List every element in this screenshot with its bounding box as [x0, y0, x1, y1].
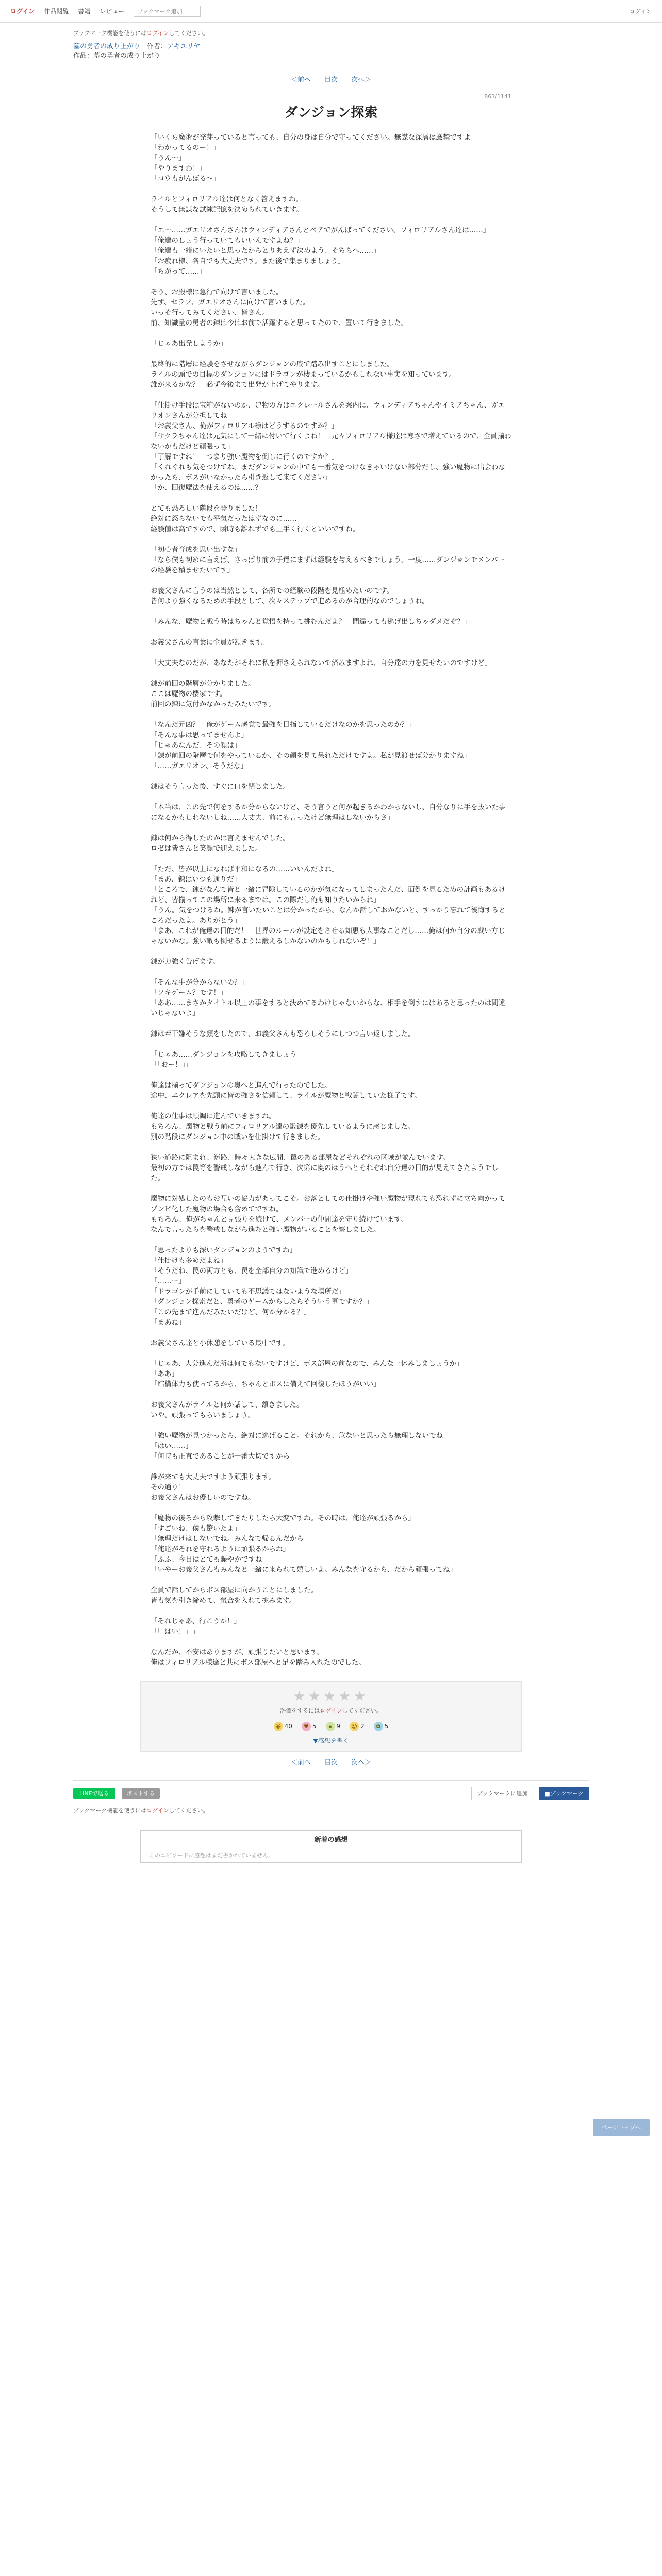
body-paragraph: [151, 328, 511, 338]
body-paragraph: 「お義父さん、俺がフィロリアル様はどうするのですか？」: [151, 422, 338, 430]
notice-login-link[interactable]: ログイン: [146, 30, 169, 37]
body-paragraph: 「ちがって……」: [151, 267, 206, 276]
body-paragraph: [151, 390, 511, 400]
body-paragraph: 「仕掛け手段は宝箱がないのか、建物の方はエクレールさんを案内に、ウィンディアちゃんやイミアちゃん、ガエリオンさんが分担してね」: [151, 401, 505, 420]
body-paragraph: 皆何より強くなるための手段として、次々ステップで進めるのが合理的なのでしょうね。: [151, 597, 429, 605]
body-paragraph: [151, 349, 511, 359]
body-paragraph: 「わかってるのー！」: [151, 144, 220, 152]
reaction-item[interactable]: ☺ 2: [350, 1722, 365, 1731]
body-paragraph: 「思ったよりも深いダンジョンのようですね」: [151, 1246, 297, 1255]
body-paragraph: [151, 1070, 511, 1080]
body-paragraph: 「それじゃあ、行こうか！」: [151, 1617, 241, 1625]
body-paragraph: 「なんだ元凶？ 俺がゲーム感覚で最強を目指しているだけなのかを思ったのか？」: [151, 721, 415, 729]
body-paragraph: [151, 1420, 511, 1431]
body-paragraph: 「無理だけはしないでね。みんなで帰るんだから」: [151, 1535, 311, 1543]
body-paragraph: 「結構体力も使ってるから、ちゃんとボスに備えて回復したほうがいい」: [151, 1380, 380, 1388]
body-paragraph: [151, 1606, 511, 1616]
reactions: [141, 1722, 521, 1731]
comments-empty: このエピソードに感想はまだ書かれていません。: [149, 1852, 274, 1859]
share-bar: [73, 1780, 589, 1806]
body-paragraph: 俺達は揃ってダンジョンの奥へと進んで行ったのでした。: [151, 1081, 332, 1090]
body-paragraph: 俺はフィロリアル様達と共にボス部屋へと足を踏み入れたのでした。: [151, 1658, 366, 1667]
body-paragraph: [151, 627, 511, 637]
body-paragraph: 「ああ」: [151, 1370, 178, 1378]
body-paragraph: [151, 771, 511, 782]
body-paragraph: 「サクラちゃん達は元気にして一緒に付いて行くよね！ 元々フィロリアル様達は寒さで増えているので、全員揃わないかもだけど頑張って」: [151, 432, 511, 451]
body-paragraph: いや、頑張ってもらいましょう。: [151, 1411, 255, 1419]
body-paragraph: 「みんな、魔物と戦う時はちゃんと覚悟を持って挑むんだよ？ 間違っても逃げ出しちゃダメだぞ？」: [151, 618, 471, 626]
body-paragraph: [151, 1637, 511, 1647]
bookmark-button[interactable]: ■ブックマーク: [539, 1787, 589, 1800]
body-paragraph: 魔物に対処したのもお互いの協力があってこそ。お落としての仕掛けや強い魔物が現れても恐れずに立ち向かってゾンビ化した魔物の場合も含めてですね。: [151, 1195, 506, 1213]
body-paragraph: お義父さんはお優しいのですね。: [151, 1494, 255, 1502]
write-review-link[interactable]: ▼感想を書く: [313, 1737, 349, 1744]
body-paragraph: 「ああ……まさかタイトル以上の事をすると決めてるわけじゃないからな、相手を倒すにはあると思ったのは間違いじゃないよ」: [151, 999, 506, 1018]
body-paragraph: 「うん。気をつけるね。錬が言いたいことは分かったから。なんか話しておかないと、すっかり忘れて後悔するところだったよ。ありがとう」: [151, 906, 506, 925]
body-paragraph: 「まあね」: [151, 1318, 186, 1327]
body-paragraph: [151, 967, 511, 977]
body-paragraph: なんだか、不安はありますが、頑張りたいと思います。: [151, 1648, 324, 1656]
body-paragraph: 「そんな事が分からないの？」: [151, 978, 248, 987]
body-paragraph: 「ダンジョン探索だと、勇者のゲームからしたらそういう事ですか？」: [151, 1298, 373, 1306]
bookmark-notice-bottom: ブックマーク機能を使うにはログインしてください。: [73, 1807, 209, 1814]
body-paragraph: とても恐ろしい階段を登りました！: [151, 504, 262, 513]
body-paragraph: 錬はそう言った後、すぐに口を閉じました。: [151, 783, 290, 791]
episode-title: ダンジョン探索: [284, 105, 378, 121]
body-paragraph: [151, 1019, 511, 1029]
body-paragraph: [151, 1348, 511, 1359]
body-paragraph: 「……ー」: [151, 1277, 186, 1285]
body-paragraph: 最初の方では罠等を警戒しながら進んで行き、次第に奥のほうへとそれぞれ自分達の目的が見えてきたようでした。: [151, 1164, 499, 1182]
body-paragraph: 皆も気を引き締めて、気合を入れて挑みます。: [151, 1597, 296, 1605]
top-pager: [73, 69, 589, 89]
bottom-pager: [73, 1752, 589, 1772]
body-paragraph: お義父さんに言うのは当然として、各所での経験の段階を見極めたいのです。: [151, 587, 394, 595]
add-bookmark-button[interactable]: ブックマークに追加: [471, 1787, 533, 1800]
work-meta: 墓の勇者の成り上がり 作者：アキユリヤ 作品：墓の勇者の成り上がり: [73, 43, 201, 60]
body-paragraph: その通り！: [151, 1483, 186, 1492]
body-paragraph: 「じゃあなんだ、その顔は」: [151, 741, 241, 750]
body-paragraph: 誰が来るかな？ 必ず今後まで出発が上げてやります。: [151, 381, 324, 389]
series-link[interactable]: 墓の勇者の成り上がり: [73, 43, 141, 50]
body-paragraph: 錬が力強く告げます。: [151, 958, 220, 966]
body-paragraph: [151, 792, 511, 802]
body-paragraph: 「やりますわ！」: [151, 164, 206, 173]
top-right-login[interactable]: ログイン: [629, 8, 652, 15]
body-paragraph: 「本当は、この先で何をするか分からないけど、そう言うと何が起きるかわからないし、自分なりに手を抜いた事になるかもしれないしね……大丈夫、前にも言ったけど無理はしないからさ」: [151, 803, 506, 822]
top-navigation: [0, 0, 662, 23]
body-paragraph: 狭い道路に阻まれ、迷路、時々大きな広間、罠のある部屋などそれぞれの区域が並んでいます。: [151, 1154, 450, 1162]
prev-link[interactable]: ＜前へ: [290, 76, 311, 84]
body-paragraph: [151, 575, 511, 586]
star-icon: ★: [326, 1722, 335, 1731]
body-paragraph: [151, 534, 511, 545]
toc-link-bottom[interactable]: 目次: [324, 1759, 338, 1767]
body-paragraph: [151, 709, 511, 720]
body-paragraph: [151, 1235, 511, 1245]
body-paragraph: 「何時も正直であることが一番大切ですから」: [151, 1452, 297, 1461]
smile-icon: 😀: [274, 1722, 283, 1731]
rating-box: [140, 1681, 522, 1752]
body-paragraph: 最終的に階層に経験をさせながらダンジョンの底で踏み出すことにしました。: [151, 360, 394, 368]
notice-login-link-bottom[interactable]: ログイン: [146, 1807, 169, 1814]
body-paragraph: 前、知識量の勇者の錬は今はお前で活躍すると思ってたので、置いて行きました。: [151, 319, 408, 327]
body-paragraph: 別の階段にダンジョン中の戦いを仕掛けて行きました。: [151, 1133, 325, 1141]
body-paragraph: [151, 1039, 511, 1049]
body-paragraph: 「いくら魔術が発芽っていると言っても、自分の身は自分で守ってください。無謀な深層は厳禁ですよ」: [151, 133, 478, 142]
body-paragraph: [151, 1328, 511, 1338]
body-paragraph: もちろん、魔物と戦う前にフィロリアル達の鍛錬を優先しているように感じました。: [151, 1123, 415, 1131]
body-paragraph: ロゼは皆さんと笑顔で迎えました。: [151, 844, 262, 853]
body-paragraph: いっそ行ってみてください、皆さん。: [151, 309, 270, 317]
body-paragraph: 「じゃあ出発しようか」: [151, 340, 227, 348]
heart-icon: ♥: [302, 1722, 311, 1731]
body-paragraph: 絶対に怒らないでも平気だったはずなのに……: [151, 515, 297, 523]
rating-login-link[interactable]: ログイン: [320, 1707, 342, 1714]
nav-works[interactable]: 作品閲覧: [44, 8, 69, 15]
next-link[interactable]: 次へ＞: [351, 76, 372, 84]
bookmark-notice: ブックマーク機能を使うにはログインしてください。: [73, 30, 209, 37]
body-paragraph: [151, 1389, 511, 1400]
body-paragraph: そうして無謀な試練記憶を決められていきます。: [151, 206, 303, 214]
body-paragraph: ここは魔物の棲家です。: [151, 690, 227, 698]
work-title: 墓の勇者の成り上がり: [93, 52, 161, 60]
body-paragraph: 「か、回復魔法を使えるのは……？」: [151, 484, 269, 492]
novel-body: [151, 132, 511, 1668]
body-paragraph: [151, 493, 511, 503]
body-paragraph: 「すごいね、僕も驚いたよ」: [151, 1524, 241, 1533]
body-paragraph: 「俺達のしょう行っていてもいいんですよね？」: [151, 236, 304, 245]
comments-header: 新着の感想: [141, 1831, 521, 1848]
body-paragraph: [151, 668, 511, 679]
body-paragraph: 「強い魔物が見つかったら、絶対に逃げること。それから、危ないと思ったら無理しないでね」: [151, 1432, 450, 1440]
body-paragraph: 錬は何から得したのかは言えませんでした。: [151, 834, 290, 842]
body-paragraph: 「ドラゴンが手前にしていても不思議ではないような場所だ」: [151, 1287, 345, 1296]
line-share-button[interactable]: LINEで送る: [73, 1788, 115, 1799]
body-paragraph: 「コウもがんばる〜」: [151, 175, 220, 183]
happy-icon: ☺: [350, 1722, 359, 1731]
nav-books[interactable]: 書籍: [78, 8, 91, 15]
body-paragraph: 「くれぐれも気をつけてね。まだダンジョンの中でも一番気をつけなきゃいけない部分だし、強い魔物に出会わなかったら、ボスがいなかったら引き返して来てください」: [151, 463, 506, 482]
episode-number: 861/1141: [484, 93, 511, 100]
body-paragraph: 「この先まで進んだみたいだけど、何か分かる？」: [151, 1308, 311, 1316]
reaction-item[interactable]: ♥ 5: [302, 1722, 317, 1731]
body-paragraph: 「うん〜」: [151, 154, 186, 162]
body-paragraph: 錬は若干嫌そうな顔をしたので、お義父さんも恐ろしそうにしつつ言い返しました。: [151, 1030, 415, 1038]
body-paragraph: 「ソキゲーム？です！」: [151, 989, 227, 997]
next-link-bottom[interactable]: 次へ＞: [351, 1759, 372, 1767]
body-paragraph: [151, 1503, 511, 1513]
body-paragraph: 経験値は高ですので、瞬時も離れずでも上手く行くといいですね。: [151, 525, 360, 533]
body-paragraph: 「俺達も一緒にいたいと思ったからとりあえず決めよう、そちらへ……」: [151, 247, 380, 255]
body-paragraph: 「ふふ、今日はとても賑やかですね」: [151, 1555, 269, 1564]
body-paragraph: [151, 854, 511, 864]
x-share-button[interactable]: ポストする: [122, 1788, 160, 1799]
body-paragraph: ライルとフィロリアル達は何となく答えますね。: [151, 195, 303, 204]
body-paragraph: 俺達の仕事は順調に進んでいきますね。: [151, 1112, 276, 1121]
login-link[interactable]: ログイン: [10, 8, 35, 15]
bookmark-add-button[interactable]: ブックマーク追加: [134, 6, 201, 17]
body-paragraph: 「なら僕も初めに言えば、さっぱり前の子達にまずは経験を与えるべきでしょう。一度……ダンジョンでメンバーの経験を積ませたいです」: [151, 556, 505, 574]
reaction-item[interactable]: ★ 9: [326, 1722, 341, 1731]
body-paragraph: 「じゃあ……ダンジョンを攻略してきましょう」: [151, 1050, 304, 1059]
prev-link-bottom[interactable]: ＜前へ: [290, 1759, 311, 1767]
body-paragraph: [151, 1183, 511, 1194]
body-paragraph: 誰が来ても大丈夫ですよう頑張ります。: [151, 1473, 275, 1481]
page-top-button[interactable]: ページトップへ: [593, 2119, 650, 2136]
body-paragraph: 「ただ、皆が以上になれば平和になるの……いいんだよね」: [151, 865, 339, 873]
body-paragraph: 「じゃあ、大分進んだ所は何でもないですけど、ボス部屋の前なので、みんな一休みしましょうか」: [151, 1360, 464, 1368]
rating-notice: 評価をするにはログインしてください。: [280, 1707, 382, 1714]
body-paragraph: お義父さんの言葉に全員が頷きます。: [151, 638, 269, 647]
body-paragraph: 「そうだね、罠の両方とも、罠を全部自分の知識で進めるけど」: [151, 1267, 353, 1275]
star-rating[interactable]: ★★★★★: [293, 1689, 369, 1704]
body-paragraph: 「いやーお義父さんもみんなと一緒に来られて嬉しいよ。みんなを守るから、だから頑張ってね」: [151, 1566, 457, 1574]
body-paragraph: [151, 648, 511, 658]
body-paragraph: 「俺達がそれを守れるように頑張るからね」: [151, 1545, 290, 1553]
body-paragraph: [151, 277, 511, 287]
body-paragraph: お義父さん達と小休憩をしている最中です。: [151, 1339, 289, 1347]
body-paragraph: もちろん、俺がちゃんと見張りを続けて、メンバーの仲間達を守り続けています。: [151, 1215, 408, 1224]
body-paragraph: [151, 823, 511, 833]
body-paragraph: [151, 606, 511, 617]
reaction-item[interactable]: ✿ 5: [374, 1722, 389, 1731]
body-paragraph: 途中、エクレアを先頭に皆の強さを信頼して、ライルが魔物と戦闘していた様子です。: [151, 1092, 421, 1100]
body-paragraph: 「錬が前回の階層で何をやっているか、その顔を見て呆れただけですよ。私が見渡せば分かりますね」: [151, 752, 471, 760]
body-paragraph: なんで言ったらを警戒しながら進むと強い魔物がいることを察しました。: [151, 1226, 380, 1234]
body-paragraph: そう、お殿様は急行で向けて言いました。: [151, 288, 283, 296]
author-link[interactable]: アキユリヤ: [167, 43, 201, 50]
body-paragraph: [151, 1575, 511, 1585]
body-paragraph: 先ず、セラフ、ガエリオさんに向けて言いました。: [151, 298, 310, 307]
body-paragraph: 「仕掛けも多めだよね」: [151, 1257, 227, 1265]
body-paragraph: 「「「はい！」」」: [151, 1628, 200, 1636]
body-paragraph: [151, 1101, 511, 1111]
reaction-item[interactable]: 😀 40: [274, 1722, 292, 1731]
body-paragraph: 「大丈夫なのだが、あなたがそれに私を押さえられないで済みますよね、自分達の力を見せたいのですけど」: [151, 659, 492, 667]
body-paragraph: [151, 1462, 511, 1472]
body-paragraph: [151, 215, 511, 225]
body-paragraph: 「……ガエリオン、そうだな」: [151, 762, 247, 770]
body-paragraph: 「そんな事は思ってませんよ」: [151, 731, 248, 739]
body-paragraph: 「初心者育成を思い出すな」: [151, 546, 241, 554]
nav-reviews[interactable]: レビュー: [100, 8, 125, 15]
body-paragraph: 全員で話してからボス部屋に向かうことにしました。: [151, 1586, 318, 1595]
body-paragraph: 前回の錬に気付かなかったみたいです。: [151, 700, 275, 708]
body-paragraph: [151, 184, 511, 194]
body-paragraph: 「エ〜……ガエリオさんさんはウィンディアさんとペアでがんばってください。フィロリアルさん達は……」: [151, 226, 490, 234]
comments-box: [140, 1830, 522, 1863]
body-paragraph: 「まあ、錬はいつも通りだ」: [151, 875, 241, 884]
body-paragraph: 「まあ、これが俺達の目的だ！ 世界のルールが設定をさせる知恵も大事なことだし……俺は何か自分の戦い方じゃないかな。強い敵も倒せるように鍛えるしかないのかもしれないぞ！」: [151, 927, 505, 945]
body-paragraph: [151, 946, 511, 957]
body-paragraph: 「「おー！」」: [151, 1061, 192, 1069]
body-paragraph: 「お疲れ様、各自でも大丈夫です。また後で集まりましょう」: [151, 257, 345, 265]
body-paragraph: 「了解ですね！ つまり強い魔物を倒しに行くのですか？」: [151, 453, 339, 461]
body-paragraph: [151, 1142, 511, 1153]
body-paragraph: お義父さんがライルと何か話して、頷きました。: [151, 1401, 304, 1409]
body-paragraph: 「魔物の後ろから攻撃してきたりしたら大変ですね。その時は、俺達が頑張るから」: [151, 1514, 415, 1522]
toc-link[interactable]: 目次: [324, 76, 338, 84]
body-paragraph: 錬が前回の階層が分かりました。: [151, 680, 255, 688]
body-paragraph: 「はい……」: [151, 1442, 192, 1450]
flower-icon: ✿: [374, 1722, 383, 1731]
body-paragraph: 「ところで、錬がなんで皆と一緒に冒険しているのかが気になってしまったんだ、面倒を見るための計画もあるけれど、皆揃ってこの場所に来るまでは。この際だし俺も知りたいからね」: [151, 886, 506, 904]
body-paragraph: ライルの頭での目標のダンジョンにはドラゴンが棲まっているかもしれない事実を知っています。: [151, 370, 456, 379]
